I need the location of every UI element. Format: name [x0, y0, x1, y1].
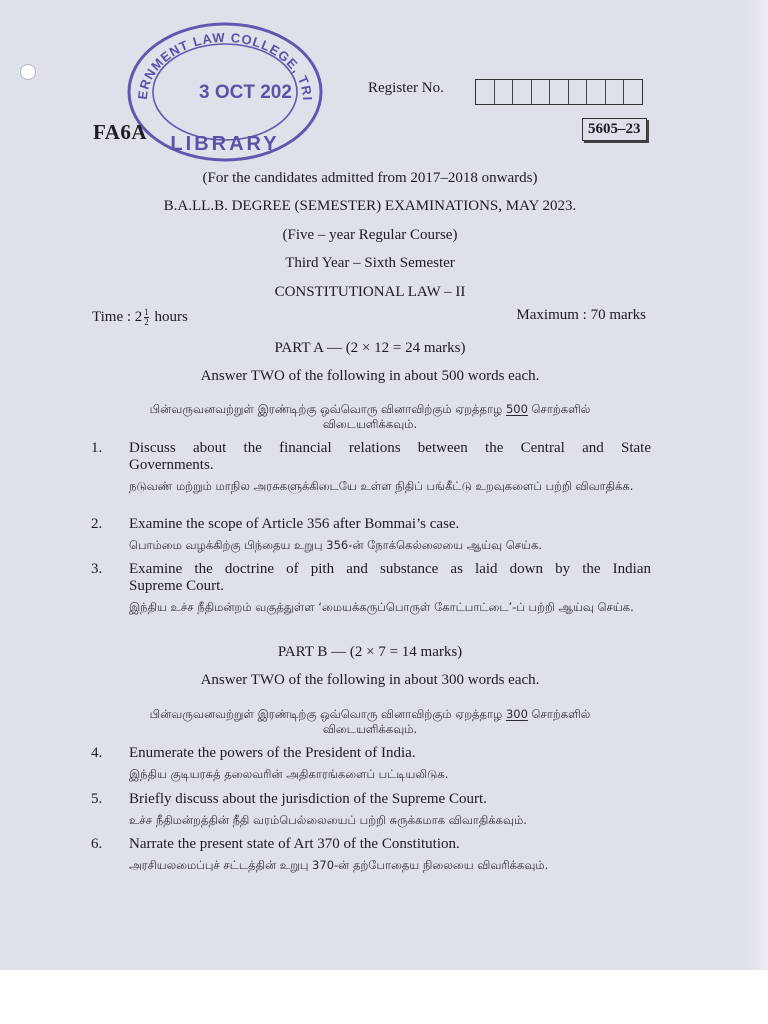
question-2	[91, 516, 651, 553]
register-digit-box[interactable]	[550, 80, 569, 104]
question-tamil-text: அரசியலமைப்புச் சட்டத்தின் உறுபு 370-ன் தற்போதைய நிலையை விவரிக்கவும்.	[129, 858, 549, 872]
register-digit-box[interactable]	[495, 80, 514, 104]
question-text: Enumerate the powers of the President of India.	[129, 745, 416, 761]
part-b-tamil-instruction-line2: விடையளிக்கவும்.	[322, 722, 418, 736]
time-unit: hours	[154, 308, 188, 325]
question-tamil-text: பொம்மை வழக்கிற்கு பிந்தைய உறுபு 356-ன் நோக்கெல்லையை ஆய்வு செய்க.	[129, 538, 543, 552]
question-number: 2.	[91, 516, 103, 532]
question-tamil-text: உச்ச நீதிமன்றத்தின் நீதி வரம்பெல்லையைப் பற்றி சுருக்கமாக விவாதிக்கவும்.	[129, 813, 527, 827]
part-a-tamil-instruction	[0, 402, 740, 432]
part-b-tamil-instruction-line1	[0, 707, 740, 722]
question-tamil-text: இந்திய குடியரசுத் தலைவரின் அதிகாரங்களைப் பட்டியலிடுக.	[129, 767, 449, 781]
part-a-instruction: Answer TWO of the following in about 500 words each.	[200, 368, 540, 384]
part-b-heading: PART B — (2 × 7 = 14 marks)	[277, 644, 463, 660]
question-text: Examine the scope of Article 356 after Bommai’s case.	[129, 516, 460, 532]
exam-duration	[92, 308, 188, 327]
question-1	[91, 440, 651, 494]
time-label: Time : 2	[92, 308, 143, 325]
register-digit-box[interactable]	[476, 80, 495, 104]
time-fraction	[144, 308, 149, 327]
paper-code-box: 5605–23	[582, 118, 647, 141]
register-digit-box[interactable]	[569, 80, 588, 104]
question-3	[91, 561, 651, 615]
tamil-instruction-text-end: சொற்களில்	[527, 707, 591, 721]
question-tamil-text: நடுவண் மற்றும் மாநில அரசுகளுக்கிடையே உள்ள நிதிப் பங்கீட்டு உறவுகளைப் பற்றி விவாதிக்க.	[129, 479, 634, 493]
admission-note: (For the candidates admitted from 2017–2018 onwards)	[202, 170, 538, 186]
register-digit-box[interactable]	[532, 80, 551, 104]
year-semester: Third Year – Sixth Semester	[285, 255, 455, 271]
question-number: 6.	[91, 836, 103, 852]
register-number-boxes[interactable]	[475, 79, 643, 105]
question-number: 5.	[91, 791, 103, 807]
tamil-instruction-text-end: சொற்களில்	[527, 402, 591, 416]
register-digit-box[interactable]	[587, 80, 606, 104]
question-4	[91, 745, 651, 782]
stamp-ring-text: GOVERNMENT LAW COLLEGE, TRICHY	[119, 10, 316, 102]
question-number: 3.	[91, 561, 103, 577]
question-6	[91, 836, 651, 873]
question-tamil-text: இந்திய உச்ச நீதிமன்றம் வகுத்துள்ள ‘மையக்கருப்பொருள் கோட்பாட்டை’-ப் பற்றி ஆய்வு செய்க.	[129, 600, 634, 614]
question-text-line2: Governments.	[129, 457, 214, 473]
tamil-word-count: 300	[505, 707, 528, 721]
part-a-tamil-instruction-line1	[0, 402, 740, 417]
question-text: Narrate the present state of Art 370 of the Constitution.	[129, 836, 460, 852]
tamil-instruction-text: பின்வருவனவற்றுள் இரண்டிற்கு ஒவ்வொரு வினாவிற்கும் ஏறத்தாழ	[149, 707, 506, 721]
question-text: Briefly discuss about the jurisdiction of the Supreme Court.	[129, 791, 487, 807]
register-digit-box[interactable]	[606, 80, 625, 104]
time-fraction-numerator: 1	[144, 307, 149, 317]
stamp-date: 3 OCT 202	[199, 82, 292, 103]
paper-series-code: FA6A	[93, 120, 148, 144]
register-digit-box[interactable]	[624, 80, 642, 104]
question-text-line1: Discuss about the financial relations between the Central and State	[129, 440, 651, 456]
stamp-library-text: LIBRARY	[170, 133, 280, 155]
question-text-line1: Examine the doctrine of pith and substance as laid down by the Indian	[129, 561, 651, 577]
register-number-label: Register No.	[368, 80, 444, 96]
question-5	[91, 791, 651, 828]
part-b-instruction: Answer TWO of the following in about 300 words each.	[200, 672, 540, 688]
punch-hole	[20, 64, 36, 80]
maximum-marks: Maximum : 70 marks	[516, 307, 646, 323]
question-number: 1.	[91, 440, 103, 456]
time-fraction-denominator: 2	[144, 317, 149, 327]
question-number: 4.	[91, 745, 103, 761]
page-edge-shadow	[746, 0, 768, 970]
course-type: (Five – year Regular Course)	[282, 227, 458, 243]
question-text-line2: Supreme Court.	[129, 578, 224, 594]
tamil-word-count: 500	[505, 402, 528, 416]
degree-title: B.A.LL.B. DEGREE (SEMESTER) EXAMINATIONS, MAY 2023.	[163, 198, 577, 214]
part-a-heading: PART A — (2 × 12 = 24 marks)	[274, 340, 466, 356]
subject-title: CONSTITUTIONAL LAW – II	[274, 284, 466, 300]
register-digit-box[interactable]	[513, 80, 532, 104]
part-b-tamil-instruction	[0, 707, 740, 737]
tamil-instruction-text: பின்வருவனவற்றுள் இரண்டிற்கு ஒவ்வொரு வினாவிற்கும் ஏறத்தாழ	[149, 402, 506, 416]
part-a-tamil-instruction-line2: விடையளிக்கவும்.	[322, 417, 418, 431]
